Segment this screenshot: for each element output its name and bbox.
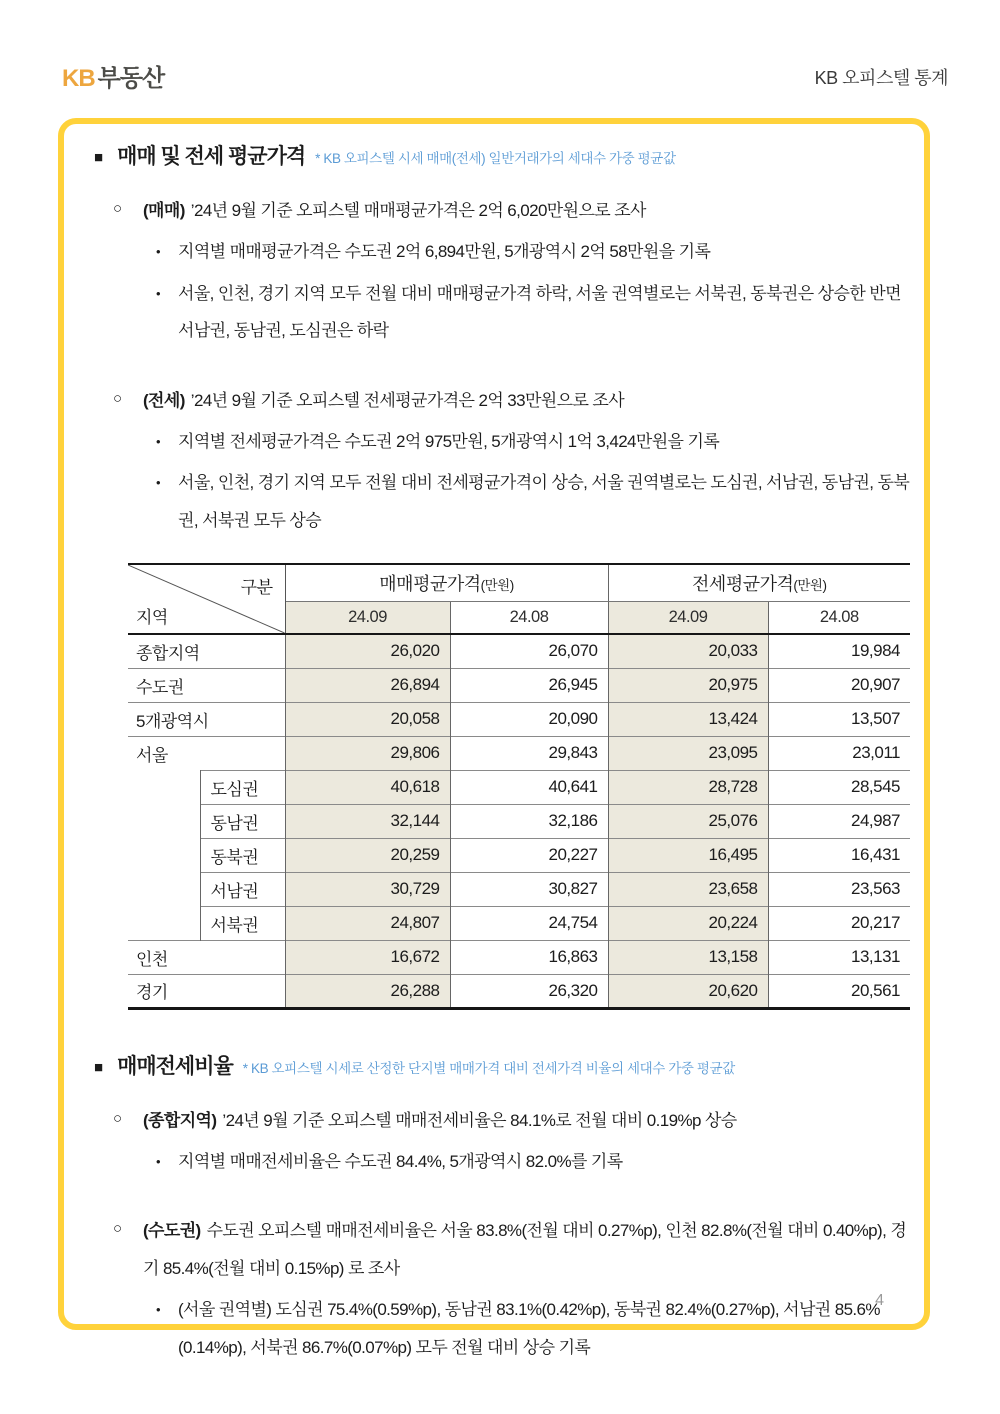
item-text bbox=[143, 1212, 910, 1287]
value-cell: 20,090 bbox=[450, 702, 608, 736]
value-cell: 23,563 bbox=[768, 872, 910, 906]
value-cell: 13,131 bbox=[768, 940, 910, 974]
item-body: 수도권 오피스텔 매매전세비율은 서울 83.8%(전월 대비 0.27%p), 인천 82.8%(전월 대비 0.40%p), 경기 85.4%(전월 대비 0.15%p) 로 조사 bbox=[143, 1221, 907, 1278]
dot-marker-icon: • bbox=[156, 1154, 160, 1170]
group-header-unit: (만원) bbox=[480, 577, 514, 593]
value-cell: 29,843 bbox=[450, 736, 608, 770]
dot-marker-icon: • bbox=[156, 1302, 160, 1318]
value-cell: 24,987 bbox=[768, 804, 910, 838]
page-number: 4 bbox=[875, 1292, 884, 1309]
value-cell: 20,259 bbox=[285, 838, 450, 872]
value-cell: 16,431 bbox=[768, 838, 910, 872]
item-label: (수도권) bbox=[143, 1221, 201, 1241]
region-label: 종합지역 bbox=[128, 634, 285, 668]
bullet-item bbox=[156, 464, 910, 539]
content-frame bbox=[58, 118, 930, 1357]
value-cell: 26,894 bbox=[285, 668, 450, 702]
item-jonghap bbox=[113, 1102, 910, 1139]
bullet-text: 지역별 매매전세비율은 수도권 84.4%, 5개광역시 82.0%를 기록 bbox=[178, 1152, 623, 1172]
table-row bbox=[128, 668, 910, 702]
item-body: ’24년 9월 기준 오피스텔 전세평균가격은 2억 33만원으로 조사 bbox=[190, 390, 625, 410]
section2-note: * KB 오피스텔 시세로 산정한 단지별 매매가격 대비 전세가격 비율의 세대수 가중 평균값 bbox=[242, 1060, 735, 1076]
region-label: 5개광역시 bbox=[128, 702, 285, 736]
month-header: 24.08 bbox=[450, 601, 608, 634]
item-label: (종합지역) bbox=[143, 1110, 217, 1130]
section2-header bbox=[94, 1050, 910, 1080]
row-indent-spacer bbox=[128, 770, 200, 804]
value-cell: 20,058 bbox=[285, 702, 450, 736]
dot-marker-icon: • bbox=[156, 475, 160, 491]
value-cell: 40,618 bbox=[285, 770, 450, 804]
table-row bbox=[128, 770, 910, 804]
region-sublabel: 서남권 bbox=[200, 872, 285, 906]
value-cell: 20,975 bbox=[608, 668, 768, 702]
row-indent-spacer bbox=[128, 804, 200, 838]
value-cell: 26,945 bbox=[450, 668, 608, 702]
value-cell: 30,729 bbox=[285, 872, 450, 906]
region-sublabel: 동남권 bbox=[200, 804, 285, 838]
document-title: KB 오피스텔 통계 bbox=[814, 68, 948, 88]
value-cell: 25,076 bbox=[608, 804, 768, 838]
table-header-row-groups bbox=[128, 564, 910, 601]
value-cell: 23,658 bbox=[608, 872, 768, 906]
group-header-label: 매매평균가격 bbox=[379, 573, 481, 594]
bullet-text: 서울, 인천, 경기 지역 모두 전월 대비 매매평균가격 하락, 서울 권역별로는 서북권, 동북권은 상승한 반면 서남권, 동남권, 도심권은 하락 bbox=[178, 283, 901, 341]
kb-logo bbox=[62, 58, 164, 93]
item-label: (전세) bbox=[143, 390, 185, 410]
row-indent-spacer bbox=[128, 906, 200, 940]
value-cell: 13,507 bbox=[768, 702, 910, 736]
corner-label-gubun: 구분 bbox=[240, 578, 273, 598]
row-indent-spacer bbox=[128, 838, 200, 872]
table-row bbox=[128, 736, 910, 770]
value-cell: 16,863 bbox=[450, 940, 608, 974]
bullet-item bbox=[156, 233, 910, 270]
kb-logo-suffix: 부동산 bbox=[97, 65, 165, 92]
dot-marker-icon: • bbox=[156, 285, 160, 301]
value-cell: 20,620 bbox=[608, 974, 768, 1008]
bullet-item bbox=[156, 423, 910, 460]
bullet-item bbox=[156, 1143, 910, 1180]
value-cell: 29,806 bbox=[285, 736, 450, 770]
group-header-sale bbox=[285, 564, 608, 601]
row-indent-spacer bbox=[128, 872, 200, 906]
value-cell: 20,224 bbox=[608, 906, 768, 940]
item-label: (매매) bbox=[143, 201, 185, 220]
section1-header bbox=[94, 140, 910, 170]
circle-marker-icon: ○ bbox=[113, 1109, 122, 1127]
section1-note: * KB 오피스텔 시세 매매(전세) 일반거래가의 세대수 가중 평균값 bbox=[315, 151, 676, 166]
circle-marker-icon: ○ bbox=[113, 1220, 122, 1238]
value-cell: 26,070 bbox=[450, 634, 608, 668]
table-corner-cell bbox=[128, 564, 285, 634]
value-cell: 24,807 bbox=[285, 906, 450, 940]
dot-marker-icon: • bbox=[156, 433, 160, 449]
value-cell: 23,011 bbox=[768, 736, 910, 770]
table-row bbox=[128, 974, 910, 1008]
value-cell: 20,561 bbox=[768, 974, 910, 1008]
value-cell: 20,217 bbox=[768, 906, 910, 940]
bullet-text: 지역별 매매평균가격은 수도권 2억 6,894만원, 5개광역시 2억 58만원을 기록 bbox=[178, 242, 711, 262]
bullet-text: 지역별 전세평균가격은 수도권 2억 975만원, 5개광역시 1억 3,424만원을 기록 bbox=[178, 431, 720, 451]
region-label: 인천 bbox=[128, 940, 285, 974]
value-cell: 16,495 bbox=[608, 838, 768, 872]
price-table bbox=[128, 563, 910, 1010]
value-cell: 13,158 bbox=[608, 940, 768, 974]
value-cell: 26,288 bbox=[285, 974, 450, 1008]
bullet-item bbox=[156, 275, 910, 350]
group-header-jeonse bbox=[608, 564, 910, 601]
region-label: 서울 bbox=[128, 736, 285, 770]
value-cell: 40,641 bbox=[450, 770, 608, 804]
value-cell: 24,754 bbox=[450, 906, 608, 940]
month-header: 24.09 bbox=[285, 601, 450, 634]
value-cell: 19,984 bbox=[768, 634, 910, 668]
section-square-icon: ■ bbox=[94, 1058, 104, 1076]
item-jeonse bbox=[113, 382, 910, 419]
value-cell: 20,033 bbox=[608, 634, 768, 668]
section-square-icon: ■ bbox=[94, 149, 104, 166]
region-sublabel: 도심권 bbox=[200, 770, 285, 804]
section1-title: 매매 및 전세 평균가격 bbox=[117, 145, 306, 168]
value-cell: 20,907 bbox=[768, 668, 910, 702]
value-cell: 30,827 bbox=[450, 872, 608, 906]
item-text bbox=[143, 382, 624, 419]
item-body: ’24년 9월 기준 오피스텔 매매평균가격은 2억 6,020만원으로 조사 bbox=[190, 201, 646, 220]
kb-logo-kb: KB bbox=[62, 65, 95, 92]
table-row bbox=[128, 804, 910, 838]
circle-marker-icon: ○ bbox=[113, 389, 122, 407]
item-text bbox=[143, 192, 646, 229]
value-cell: 13,424 bbox=[608, 702, 768, 736]
item-sudogwon bbox=[113, 1212, 910, 1287]
value-cell: 26,020 bbox=[285, 634, 450, 668]
region-sublabel: 동북권 bbox=[200, 838, 285, 872]
item-body: ’24년 9월 기준 오피스텔 매매전세비율은 84.1%로 전월 대비 0.19%p 상승 bbox=[222, 1110, 737, 1130]
circle-marker-icon: ○ bbox=[113, 200, 122, 217]
region-sublabel: 서북권 bbox=[200, 906, 285, 940]
value-cell: 32,144 bbox=[285, 804, 450, 838]
value-cell: 28,545 bbox=[768, 770, 910, 804]
table-row bbox=[128, 940, 910, 974]
value-cell: 26,320 bbox=[450, 974, 608, 1008]
section2-title: 매매전세비율 bbox=[117, 1054, 233, 1078]
table-row bbox=[128, 838, 910, 872]
value-cell: 23,095 bbox=[608, 736, 768, 770]
group-header-unit: (만원) bbox=[793, 577, 827, 593]
month-header: 24.09 bbox=[608, 601, 768, 634]
value-cell: 16,672 bbox=[285, 940, 450, 974]
group-header-label: 전세평균가격 bbox=[692, 573, 794, 594]
bullet-item bbox=[156, 1291, 910, 1366]
dot-marker-icon: • bbox=[156, 244, 160, 260]
corner-label-jiyeok: 지역 bbox=[136, 608, 168, 628]
table-row bbox=[128, 906, 910, 940]
item-text bbox=[143, 1102, 737, 1139]
table-body bbox=[128, 634, 910, 1008]
value-cell: 28,728 bbox=[608, 770, 768, 804]
value-cell: 32,186 bbox=[450, 804, 608, 838]
bullet-text: (서울 권역별) 도심권 75.4%(0.59%p), 동남권 83.1%(0.42%p), 동북권 82.4%(0.27%p), 서남권 85.6%(0.14%p), 서북권 86.7%(0.07%p) 모두 전월 대비 상승 기록 bbox=[178, 1300, 880, 1357]
value-cell: 20,227 bbox=[450, 838, 608, 872]
table-row bbox=[128, 872, 910, 906]
bullet-text: 서울, 인천, 경기 지역 모두 전월 대비 전세평균가격이 상승, 서울 권역별로는 도심권, 서남권, 동남권, 동북권, 서북권 모두 상승 bbox=[178, 473, 910, 530]
table-row bbox=[128, 634, 910, 668]
month-header: 24.08 bbox=[768, 601, 910, 634]
item-maemae bbox=[113, 192, 910, 229]
table-row bbox=[128, 702, 910, 736]
region-label: 경기 bbox=[128, 974, 285, 1008]
region-label: 수도권 bbox=[128, 668, 285, 702]
